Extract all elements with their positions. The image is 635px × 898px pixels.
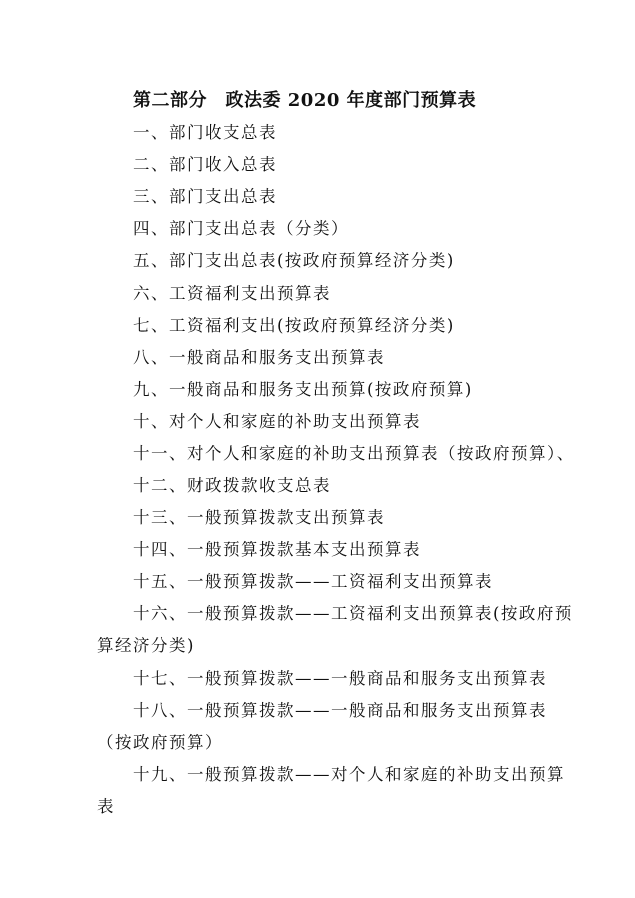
list-item: 十四、一般预算拨款基本支出预算表 bbox=[133, 540, 421, 559]
list-item-continuation: （按政府预算） bbox=[97, 733, 223, 752]
list-item: 六、工资福利支出预算表 bbox=[133, 284, 331, 303]
list-item: 十八、一般预算拨款——一般商品和服务支出预算表 bbox=[133, 701, 547, 720]
list-item: 七、工资福利支出(按政府预算经济分类) bbox=[133, 316, 455, 335]
list-item: 十五、一般预算拨款——工资福利支出预算表 bbox=[133, 572, 493, 591]
list-item: 十六、一般预算拨款——工资福利支出预算表(按政府预 bbox=[133, 604, 573, 623]
list-item: 十一、对个人和家庭的补助支出预算表（按政府预算）、 bbox=[133, 444, 575, 463]
list-item: 十七、一般预算拨款——一般商品和服务支出预算表 bbox=[133, 669, 547, 688]
page-title: 第二部分 政法委 2020 年度部门预算表 bbox=[133, 90, 477, 111]
list-item-continuation: 算经济分类) bbox=[97, 636, 195, 655]
list-item: 一、部门收支总表 bbox=[133, 123, 277, 142]
list-item: 三、部门支出总表 bbox=[133, 187, 277, 206]
list-item: 五、部门支出总表(按政府预算经济分类) bbox=[133, 251, 455, 270]
list-item: 九、一般商品和服务支出预算(按政府预算) bbox=[133, 380, 473, 399]
list-item-continuation: 表 bbox=[97, 797, 115, 816]
list-item: 八、一般商品和服务支出预算表 bbox=[133, 348, 385, 367]
list-item: 十三、一般预算拨款支出预算表 bbox=[133, 508, 385, 527]
list-item: 二、部门收入总表 bbox=[133, 155, 277, 174]
list-item: 十二、财政拨款收支总表 bbox=[133, 476, 331, 495]
list-item: 四、部门支出总表（分类） bbox=[133, 219, 349, 238]
list-item: 十、对个人和家庭的补助支出预算表 bbox=[133, 412, 421, 431]
list-item: 十九、一般预算拨款——对个人和家庭的补助支出预算 bbox=[133, 765, 565, 784]
